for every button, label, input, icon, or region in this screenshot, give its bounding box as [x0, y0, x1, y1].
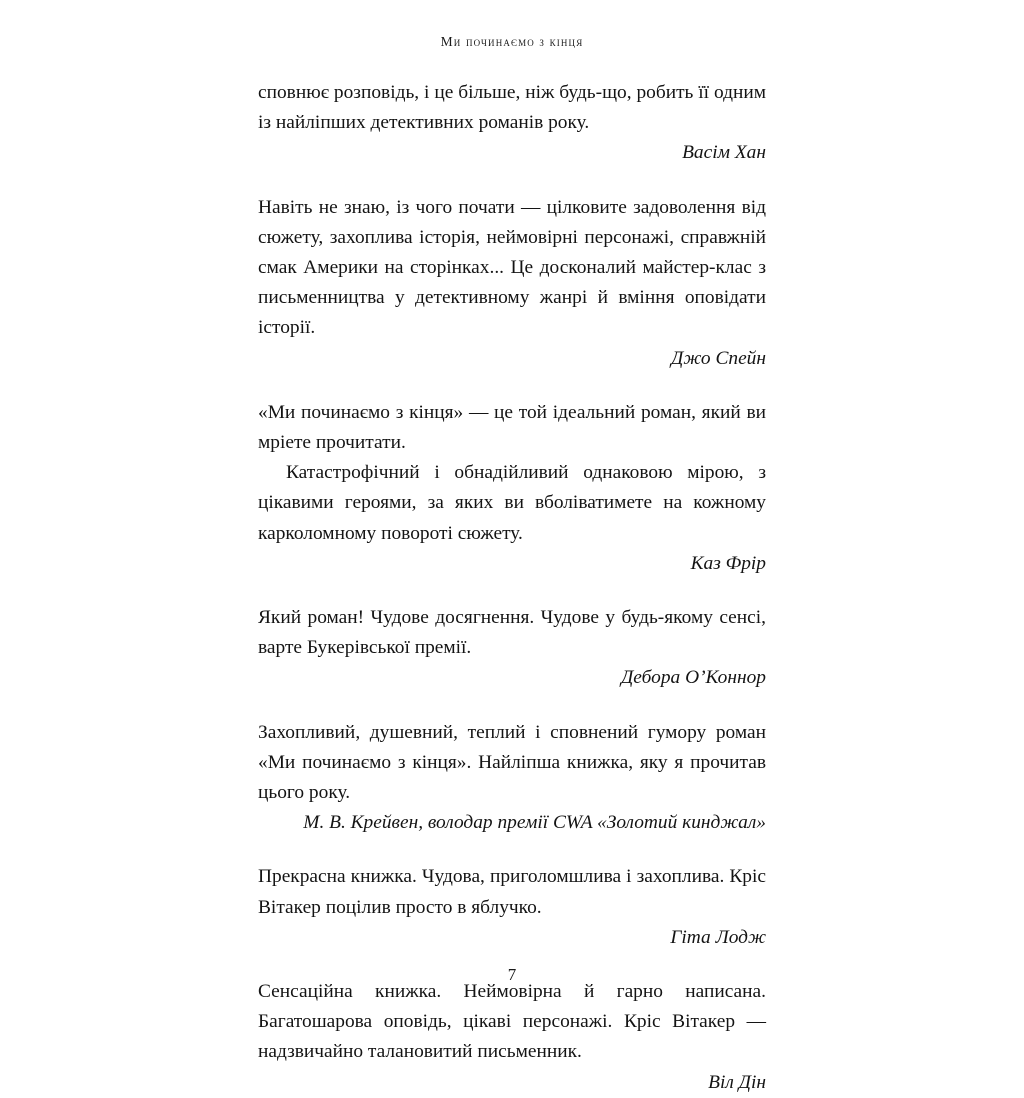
- quote-paragraph: Сенсаційна книжка. Неймовірна й гарно написана. Багатошарова оповідь, цікаві персонажі. Кріс Вітакер — надзвичайно талановитий письменник.: [258, 981, 766, 1063]
- quote-paragraph: Який роман! Чудове досягнення. Чудове у будь-якому сенсі, варте Букерівської премії.: [258, 607, 766, 659]
- quote-paragraph: сповнює розповідь, і це більше, ніж будь-що, робить її одним із найліпших детективних романів року.: [258, 82, 766, 134]
- quote-paragraph: Навіть не знаю, із чого почати — цілковите задоволення від сюжету, захоплива історія, неймовірні персонажі, справжній смак Америки на сторінках... Це досконалий майстер-клас з письменництва у детективному жанрі й вміння оповідати історії.: [258, 196, 766, 339]
- quote-attribution: Васім Хан: [682, 142, 766, 164]
- quote-attribution: Дебора О’Коннор: [620, 667, 766, 689]
- quote-attribution: Каз Фрір: [690, 552, 766, 574]
- quote-paragraph: Катастрофічний і обнадійливий однаковою мірою, з цікавими героями, за яких ви вболіватимете на кожному карколомному повороті сюжету.: [258, 462, 766, 544]
- quote-block: [258, 718, 766, 839]
- quote-attribution: Віл Дін: [708, 1071, 766, 1093]
- quote-paragraph: Захопливий, душевний, теплий і сповнений гумору роман «Ми починаємо з кінця». Найліпша книжка, яку я прочитав цього року.: [258, 721, 766, 804]
- quote-attribution: Джо Спейн: [671, 347, 766, 369]
- quote-attribution: М. В. Крейвен, володар премії CWA «Золотий кинджал»: [303, 812, 766, 834]
- quote-paragraph: «Ми починаємо з кінця» — це той ідеальний роман, який ви мріете прочитати.: [258, 401, 766, 454]
- quote-paragraph: Прекрасна книжка. Чудова, приголомшлива і захоплива. Кріс Вітакер поцілив просто в яблучко.: [258, 866, 766, 918]
- running-head: Ми починаємо з кінця: [440, 34, 584, 49]
- praise-quotes-body: [258, 78, 766, 1098]
- quote-block: [258, 977, 766, 1098]
- quote-block: [258, 603, 766, 694]
- quote-attribution: Гіта Лодж: [670, 926, 766, 948]
- quote-block: [258, 398, 766, 579]
- quote-block: [258, 193, 766, 374]
- quote-block: [258, 862, 766, 953]
- page-number: 7: [507, 965, 517, 984]
- quote-block: [258, 78, 766, 169]
